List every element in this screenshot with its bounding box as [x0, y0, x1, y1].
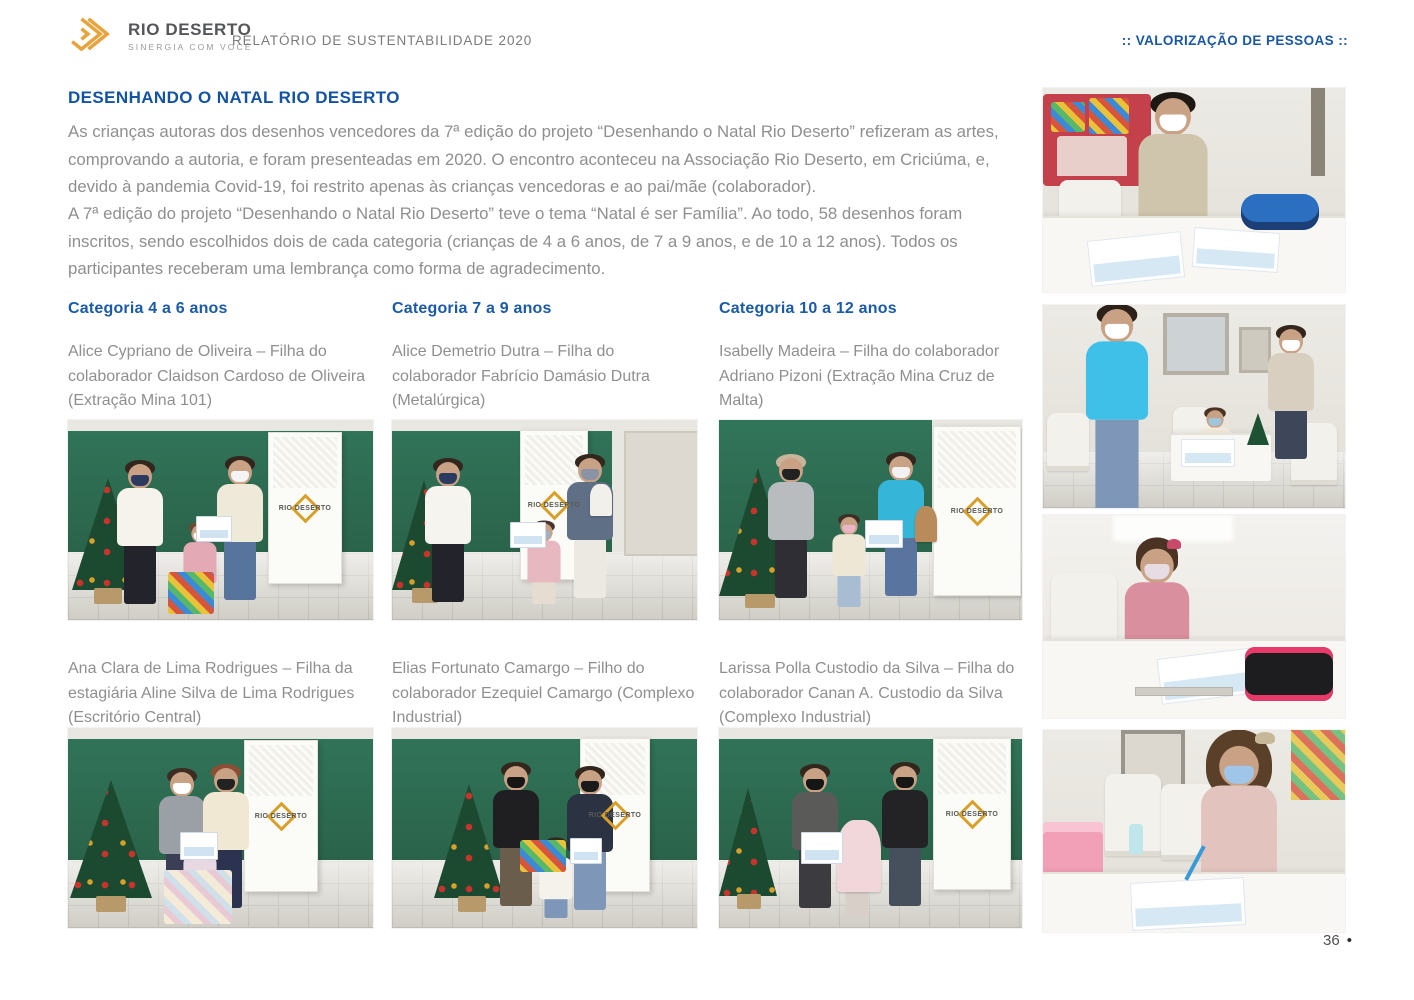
photo-sidebar — [1043, 88, 1345, 932]
winner-caption: Alice Demetrio Dutra – Filha do colaborador Fabrício Damásio Dutra (Metalúrgica) — [392, 343, 650, 409]
photo-ceremony-alice-demetrio — [392, 420, 697, 620]
category-column-10-12 — [719, 300, 1022, 928]
rio-deserto-logo — [66, 13, 253, 60]
section-label: :: VALORIZAÇÃO DE PESSOAS :: — [1121, 33, 1348, 48]
person-adult — [114, 464, 166, 604]
category-column-4-6 — [68, 300, 373, 928]
photo-ceremony-isabelly — [719, 420, 1022, 620]
person-child — [830, 517, 867, 607]
category-heading: Categoria 4 a 6 anos — [68, 300, 228, 317]
article-paragraph-1: As crianças autoras dos desenhos vencedores da 7ª edição do projeto “Desenhando o Natal Rio Deserto” refizeram as artes, comprovando a autoria, e foram presenteadas em 2020. O encontro aconteceu na Associação Rio Deserto, em Criciúma, e, devido à pandemia Covid-19, foi restrito apenas às crianças vencedoras e ao pai/mãe (colaborador). — [68, 122, 999, 196]
person-adult — [422, 462, 474, 602]
hair-bow — [1255, 732, 1275, 744]
rio-deserto-banner: RIO DESERTO — [268, 432, 342, 584]
photo-girl-pink-drawing — [1043, 515, 1345, 718]
photo-ceremony-larissa — [719, 728, 1022, 928]
page-number-value: 36 — [1323, 932, 1340, 949]
rio-deserto-banner: RIO DESERTO — [580, 738, 650, 892]
photo-girl-curly-drawing — [1043, 730, 1345, 932]
rio-deserto-banner: RIO DESERTO — [933, 426, 1021, 596]
photo-ceremony-alice-cypriano — [68, 420, 373, 620]
report-title: RELATÓRIO DE SUSTENTABILIDADE 2020 — [232, 33, 533, 48]
rio-deserto-banner: RIO DESERTO — [244, 740, 318, 892]
rio-deserto-banner: RIO DESERTO — [933, 738, 1011, 890]
article-paragraph-2: A 7ª edição do projeto “Desenhando o Natal Rio Deserto” teve o tema “Natal é ser Família”. Ao todo, 58 desenhos foram inscritos, sendo escolhidos dois de cada categoria (crianças de 4 a 6 anos, de 7 a 9 anos, e de 10 a 12 anos). Todos os participantes receberam uma lembrança como forma de agradecimento. — [68, 204, 963, 278]
pencil-case — [1241, 194, 1319, 230]
rio-deserto-banner: RIO DESERTO — [520, 430, 588, 580]
winner-caption: Larissa Polla Custodio da Silva – Filha do colaborador Canan A. Custodio da Silva (Complexo Industrial) — [719, 660, 1015, 726]
winner-caption: Alice Cypriano de Oliveira – Filha do colaborador Claidson Cardoso de Oliveira (Extração Mina 101) — [68, 343, 366, 409]
logo-title: RIO DESERTO — [128, 20, 252, 39]
winner-caption: Elias Fortunato Camargo – Filho do colaborador Ezequiel Camargo (Complexo Industrial) — [392, 660, 695, 726]
photo-room-drawing-activity — [1043, 305, 1345, 508]
sanitizer-bottle — [1129, 824, 1143, 854]
article-title: DESENHANDO O NATAL RIO DESERTO — [68, 88, 400, 107]
page-number-marker: • — [1346, 932, 1352, 949]
person-adult — [490, 766, 542, 906]
category-heading: Categoria 10 a 12 anos — [719, 300, 897, 317]
winner-caption: Ana Clara de Lima Rodrigues – Filha da estagiária Aline Silva de Lima Rodrigues (Escritório Central) — [68, 660, 355, 726]
page-number — [1323, 932, 1352, 949]
category-heading: Categoria 7 a 9 anos — [392, 300, 552, 317]
photo-ceremony-ana-clara — [68, 728, 373, 928]
pencil-case — [1245, 647, 1333, 701]
rio-deserto-logo-icon — [66, 13, 118, 60]
person-adult — [564, 458, 616, 598]
person-adult — [879, 766, 931, 906]
person-adult — [1082, 309, 1152, 508]
photo-boy-drawing — [1043, 88, 1345, 292]
category-column-7-9 — [392, 300, 697, 928]
logo-tagline: SINERGIA COM VOCÊ — [128, 42, 253, 52]
person-adult — [1265, 329, 1317, 459]
winner-caption: Isabelly Madeira – Filha do colaborador Adriano Pizoni (Extração Mina Cruz de Malta) — [719, 343, 1000, 409]
person-adult — [765, 458, 817, 598]
photo-ceremony-elias — [392, 728, 697, 928]
hair-bow — [1167, 539, 1181, 549]
ruler — [1135, 687, 1233, 696]
